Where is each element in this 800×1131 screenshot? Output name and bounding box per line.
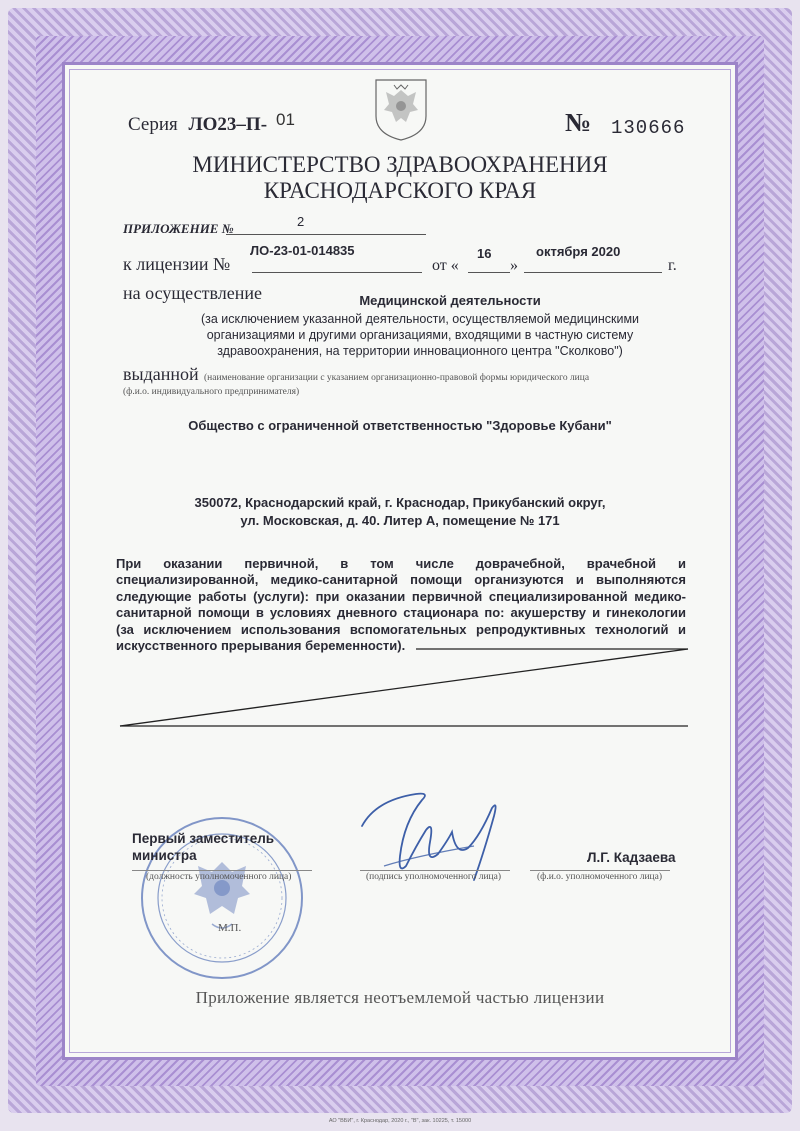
activity-line-3: здравоохранения, на территории инновационного центра "Сколково") <box>217 344 623 358</box>
ministry-line-2: КРАСНОДАРСКОГО КРАЯ <box>263 178 537 203</box>
strike-through-mark <box>110 640 700 735</box>
stamp-place-label: М.П. <box>218 922 242 934</box>
number-sign: № <box>565 108 592 137</box>
signatory-position <box>132 830 274 864</box>
services-line-6: искусственного прерывания беременности). <box>116 638 406 654</box>
services-line-4: санитарной помощи в условиях дневного стационара по: акушерству и гинекологии <box>116 605 686 621</box>
signature-hint: (подпись уполномоченного лица) <box>366 872 502 882</box>
license-number-underline <box>252 272 422 273</box>
license-year-suffix: г. <box>668 257 677 274</box>
license-month-year: октября 2020 <box>536 244 621 259</box>
license-day: 16 <box>477 246 492 261</box>
address-line-2: ул. Московская, д. 40. Литер А, помещение № 171 <box>240 513 560 528</box>
position-hint: (должность уполномоченного лица) <box>146 872 292 882</box>
printer-imprint: АО "ВБИ", г. Краснодар, 2020 г., "В", зак. 10225, т. 15000 <box>328 1118 472 1124</box>
issued-label: выданной <box>123 364 199 384</box>
ministry-title <box>100 152 700 204</box>
license-number: ЛО-23-01-014835 <box>250 243 355 258</box>
series-code: ЛО23–П- <box>188 114 268 135</box>
appendix-underline <box>226 234 426 235</box>
activity-line-1: (за исключением указанной деятельности, осуществляемой медицинскими <box>200 312 640 326</box>
services-line-5: (за исключением использования вспомогательных репродуктивных технологий и <box>116 621 686 637</box>
coat-of-arms-icon <box>372 76 430 142</box>
organization-name: Общество с ограниченной ответственностью "Здоровье Кубани" <box>188 418 612 433</box>
issued-hint-1: (наименование организации с указанием организационно-правовой формы юридического лица <box>204 373 590 383</box>
position-line-1: Первый заместитель <box>132 831 275 846</box>
license-from: от « <box>432 257 459 274</box>
series-value: 01 <box>276 110 295 129</box>
series-label: Серия <box>128 114 178 135</box>
signatory-name: Л.Г. Кадзаева <box>587 850 676 865</box>
name-underline <box>530 870 670 871</box>
services-line-3: следующие работы (услуги): при оказании первичной специализированной медико- <box>116 588 686 604</box>
services-line-2: специализированной, медико-санитарной помощи организуются и выполняются <box>116 572 686 588</box>
ministry-line-1: МИНИСТЕРСТВО ЗДРАВООХРАНЕНИЯ <box>192 152 608 177</box>
services-line-1: При оказании первичной, в том числе доврачебной, врачебной и <box>116 556 686 571</box>
activity-title: Медицинской деятельности <box>359 293 541 308</box>
issued-hint-2: (ф.и.о. индивидуального предпринимателя) <box>123 387 300 397</box>
license-label: к лицензии № <box>123 254 231 274</box>
number-value: 130666 <box>611 117 686 139</box>
license-date-underline <box>524 272 662 273</box>
activity-description <box>150 311 690 359</box>
position-line-2: министра <box>132 848 197 863</box>
name-hint: (ф.и.о. уполномоченного лица) <box>537 872 663 882</box>
activity-line-2: организациями и другими организациями, входящими в частную систему <box>206 328 634 342</box>
series-row <box>128 114 267 136</box>
activity-label: на осуществление <box>123 283 262 303</box>
address-block <box>100 494 700 530</box>
footer-note: Приложение является неотъемлемой частью лицензии <box>195 988 605 1007</box>
signature-underline <box>360 870 510 871</box>
position-underline <box>132 870 312 871</box>
appendix-value: 2 <box>297 214 305 229</box>
appendix-label: ПРИЛОЖЕНИЕ № <box>123 221 234 236</box>
handwritten-signature-icon <box>356 786 526 886</box>
address-line-1: 350072, Краснодарский край, г. Краснодар, Прикубанский округ, <box>194 495 606 510</box>
license-day-underline <box>468 272 510 273</box>
license-quote-close: » <box>510 257 518 274</box>
